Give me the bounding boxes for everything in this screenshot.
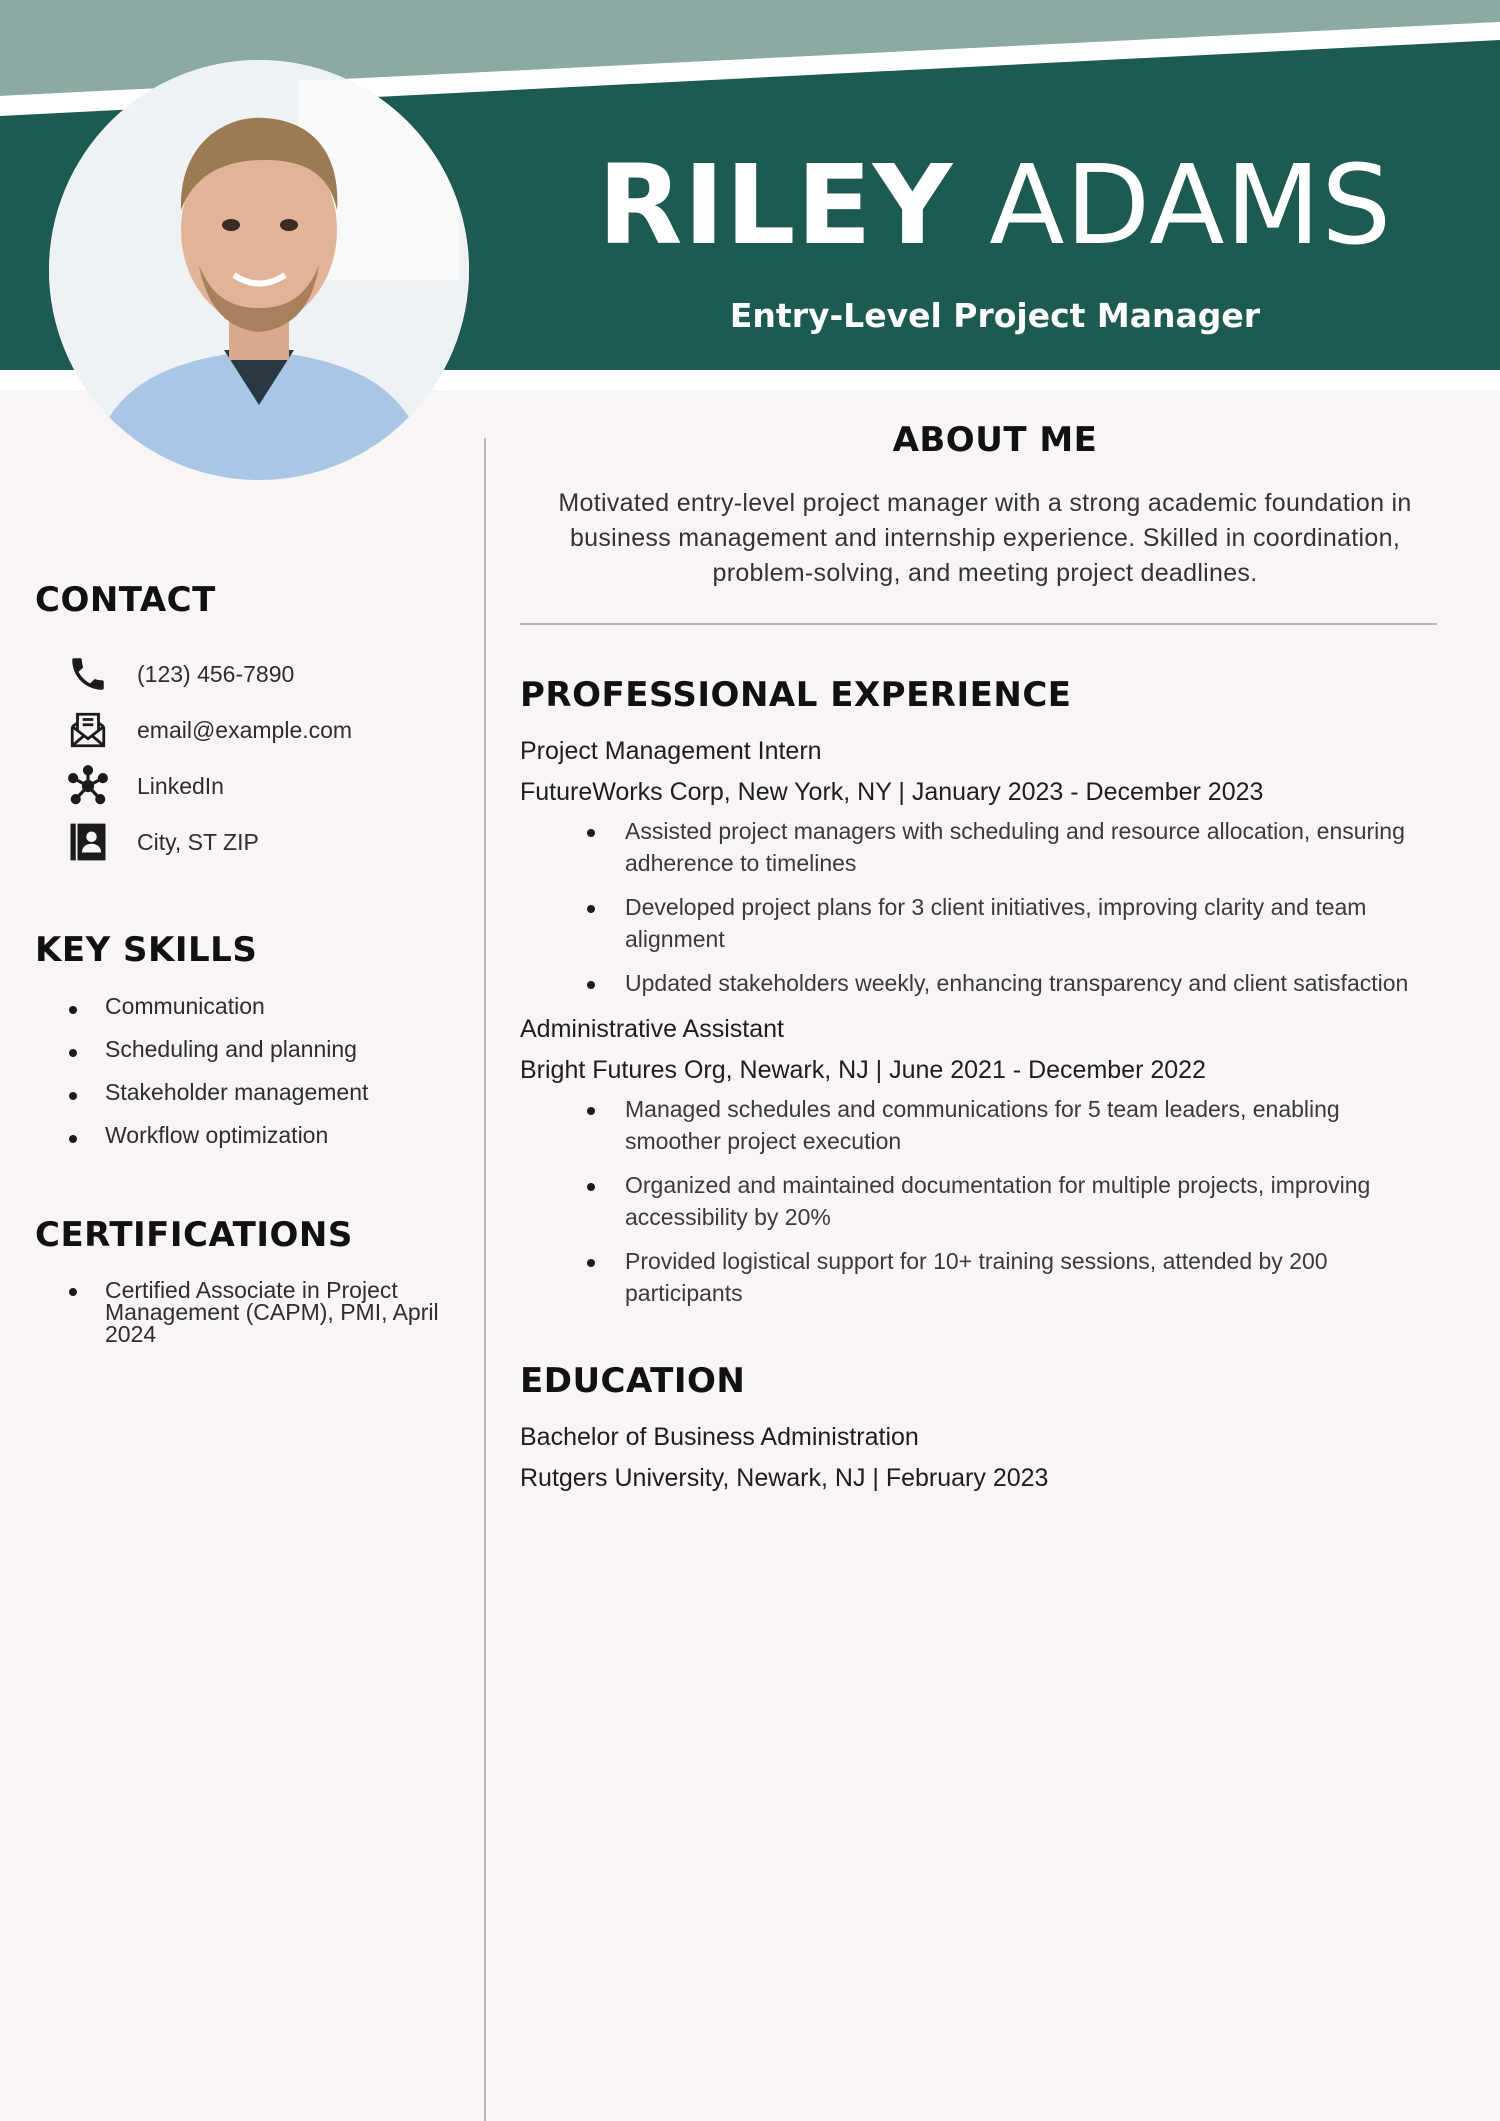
about-heading: ABOUT ME [892, 420, 1098, 460]
job-bullet: Updated stakeholders weekly, enhancing transparency and client satisfaction [520, 967, 1440, 999]
job-company: Bright Futures Org, Newark, NJ | June 2021 - December 2022 [520, 1056, 1206, 1084]
skill-item: Stakeholder management [35, 1079, 465, 1122]
skill-item: Scheduling and planning [35, 1036, 465, 1079]
contact-email [35, 702, 465, 758]
person-portrait-icon [49, 60, 469, 480]
job-bullet: Organized and maintained documentation for multiple projects, improving accessibility by 20% [520, 1169, 1440, 1233]
column-divider [484, 438, 486, 2121]
experience-heading: PROFESSIONAL EXPERIENCE [520, 675, 1072, 715]
education-school: Rutgers University, Newark, NJ | February 2023 [520, 1464, 1049, 1492]
education-heading: EDUCATION [520, 1361, 746, 1401]
job-bullets [520, 1093, 1440, 1309]
education-degree: Bachelor of Business Administration [520, 1423, 919, 1451]
contact-heading: CONTACT [35, 580, 216, 620]
job-title: Entry-Level Project Manager [729, 296, 1261, 335]
contact-text: email@example.com [137, 716, 353, 743]
network-icon [62, 764, 114, 808]
contact-address [35, 814, 465, 870]
section-divider [520, 623, 1437, 625]
last-name: ADAMS [989, 141, 1393, 269]
job-entry [520, 1015, 1440, 1309]
contact-list [35, 646, 465, 870]
job-bullet: Managed schedules and communications for 5 team leaders, enabling smoother project execution [520, 1093, 1440, 1157]
job-bullet: Developed project plans for 3 client initiatives, improving clarity and team alignment [520, 891, 1440, 955]
certifications-heading: CERTIFICATIONS [35, 1215, 353, 1255]
left-column [35, 580, 465, 1345]
right-column [520, 420, 1440, 1493]
profile-photo [49, 60, 469, 480]
about-text: Motivated entry-level project manager with a strong academic foundation in business management and internship experience. Skilled in coordination, problem-solving, and meeting project deadlines. [558, 489, 1412, 587]
contact-book-icon [62, 820, 114, 864]
first-name: RILEY [597, 141, 954, 269]
skill-item: Workflow optimization [35, 1122, 465, 1165]
skills-list [35, 993, 465, 1165]
job-entry [520, 737, 1440, 999]
certification-item: Certified Associate in Project Management (CAPM), PMI, April 2024 [35, 1279, 465, 1345]
contact-linkedin [35, 758, 465, 814]
contact-text: (123) 456-7890 [137, 660, 295, 687]
certifications-list [35, 1279, 465, 1345]
job-company: FutureWorks Corp, New York, NY | January 2023 - December 2023 [520, 778, 1264, 806]
phone-icon [62, 652, 114, 696]
skill-item: Communication [35, 993, 465, 1036]
job-role: Project Management Intern [520, 737, 822, 765]
email-icon [62, 708, 114, 752]
job-bullets [520, 815, 1440, 999]
contact-text: City, ST ZIP [137, 828, 259, 855]
job-bullet: Assisted project managers with scheduling and resource allocation, ensuring adherence to timelines [520, 815, 1440, 879]
job-role: Administrative Assistant [520, 1015, 784, 1043]
contact-phone [35, 646, 465, 702]
candidate-name [470, 141, 1500, 269]
contact-text: LinkedIn [137, 772, 224, 799]
skills-heading: KEY SKILLS [35, 930, 258, 970]
job-bullet: Provided logistical support for 10+ training sessions, attended by 200 participants [520, 1245, 1440, 1309]
